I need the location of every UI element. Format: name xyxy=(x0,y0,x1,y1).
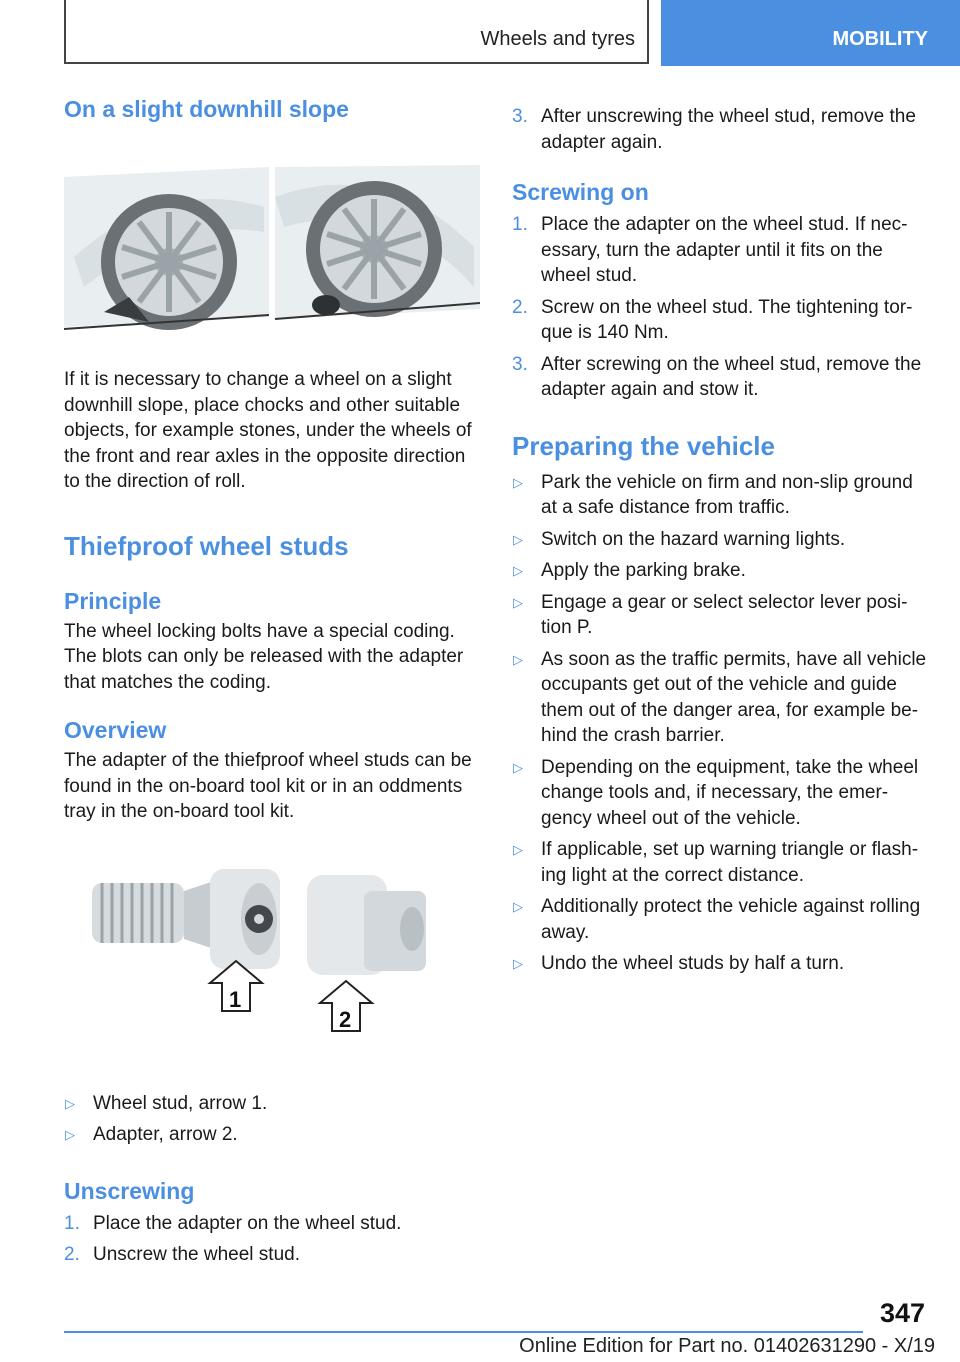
screwing-on-step: 2. Screw on the wheel stud. The tightening tor‐ que is 140 Nm. xyxy=(512,296,913,343)
thiefproof-heading: Thiefproof wheel studs xyxy=(64,530,349,561)
prep-item: ▷ If applicable, set up warning triangle or flash‐ ing light at the correct distance. xyxy=(513,839,919,886)
header-chapter-label: MOBILITY xyxy=(832,28,928,50)
figure-label-1: 1 xyxy=(229,986,242,1012)
prep-item: ▷ Additionally protect the vehicle against rolling away. xyxy=(513,896,921,943)
bullet-triangle-icon: ▷ xyxy=(513,899,523,914)
unscrewing-heading: Unscrewing xyxy=(64,1177,195,1204)
bullet-triangle-icon: ▷ xyxy=(513,956,523,971)
bullet-triangle-icon: ▷ xyxy=(513,759,523,775)
footer-divider xyxy=(64,1331,863,1333)
legend-item: ▷ Wheel stud, arrow 1. xyxy=(64,1091,482,1117)
downhill-wheels-figure xyxy=(64,137,480,337)
overview-heading: Overview xyxy=(64,717,167,743)
downhill-wheels-illustration xyxy=(64,137,480,337)
prep-item: ▷ Apply the parking brake. xyxy=(512,558,930,584)
prep-item: ▷ Engage a gear or select selector lever posi‐ tion P. xyxy=(513,591,908,638)
header-section-title: Wheels and tyres xyxy=(480,28,635,50)
bullet-triangle-icon: ▷ xyxy=(65,1127,75,1142)
screwing-on-steps xyxy=(512,212,930,403)
bullet-triangle-icon: ▷ xyxy=(65,1095,75,1111)
screwing-on-heading: Screwing on xyxy=(512,179,649,205)
prep-item: ▷ Undo the wheel studs by half a turn. xyxy=(512,951,930,977)
preparing-vehicle-heading: Preparing the vehicle xyxy=(512,430,775,461)
unscrewing-steps-continued xyxy=(512,104,930,155)
figure-legend-list xyxy=(64,1091,482,1148)
unscrewing-step: 1. Place the adapter on the wheel stud. xyxy=(64,1212,402,1234)
bullet-triangle-icon: ▷ xyxy=(513,563,523,578)
unscrewing-step: 2. Unscrew the wheel stud. xyxy=(64,1244,300,1265)
prep-item: ▷ As soon as the traffic permits, have all vehicle occupants get out of the vehicle and guide them out of the danger area, for example be‐ hind the crash barrier. xyxy=(513,648,927,746)
figure-label-2: 2 xyxy=(339,1006,352,1032)
slope-paragraph: If it is necessary to change a wheel on a slight downhill slope, place chocks and other suitable objects, for example stones, under the wheels of the front and rear axles in the opposite direction to the direction of roll. xyxy=(64,369,472,492)
wheel-stud-adapter-figure xyxy=(64,861,480,1051)
footer-edition-text: Online Edition for Part no. 01402631290 - X/19 xyxy=(519,1335,935,1357)
unscrewing-step: 3. After unscrewing the wheel stud, remove the adapter again. xyxy=(512,106,916,153)
page-number: 347 xyxy=(880,1298,926,1328)
bullet-triangle-icon: ▷ xyxy=(513,531,523,547)
legend-item: ▷ Adapter, arrow 2. xyxy=(64,1122,482,1148)
header-chapter-tab xyxy=(661,0,960,66)
slope-heading: On a slight downhill slope xyxy=(64,96,349,122)
header-section-box xyxy=(64,0,649,64)
right-column xyxy=(512,104,930,983)
principle-paragraph: The wheel locking bolts have a special coding. The blots can only be released with the adapter that matches the coding. xyxy=(64,620,464,693)
screwing-on-step: 1. Place the adapter on the wheel stud. If nec‐ essary, turn the adapter until it fits on the wheel stud. xyxy=(512,214,908,286)
bullet-triangle-icon: ▷ xyxy=(513,842,523,857)
prep-item: ▷ Depending on the equipment, take the wheel change tools and, if necessary, the emer‐ gency wheel out of the vehicle. xyxy=(513,756,919,829)
prep-item: ▷ Switch on the hazard warning lights. xyxy=(512,527,930,553)
bullet-triangle-icon: ▷ xyxy=(513,594,523,610)
bullet-triangle-icon: ▷ xyxy=(513,651,523,667)
wheel-stud-adapter-illustration xyxy=(64,861,480,1051)
principle-heading: Principle xyxy=(64,587,162,614)
unscrewing-steps xyxy=(64,1211,482,1268)
overview-paragraph: The adapter of the thiefproof wheel studs can be found in the on-board tool kit or in an oddments tray in the on-board tool kit. xyxy=(64,750,472,822)
bullet-triangle-icon: ▷ xyxy=(513,474,523,490)
prep-item: ▷ Park the vehicle on firm and non-slip ground at a safe distance from traffic. xyxy=(513,471,913,518)
left-column xyxy=(64,96,482,1274)
screwing-on-step: 3. After screwing on the wheel stud, remove the adapter again and stow it. xyxy=(512,353,922,400)
preparing-vehicle-list xyxy=(512,470,930,977)
